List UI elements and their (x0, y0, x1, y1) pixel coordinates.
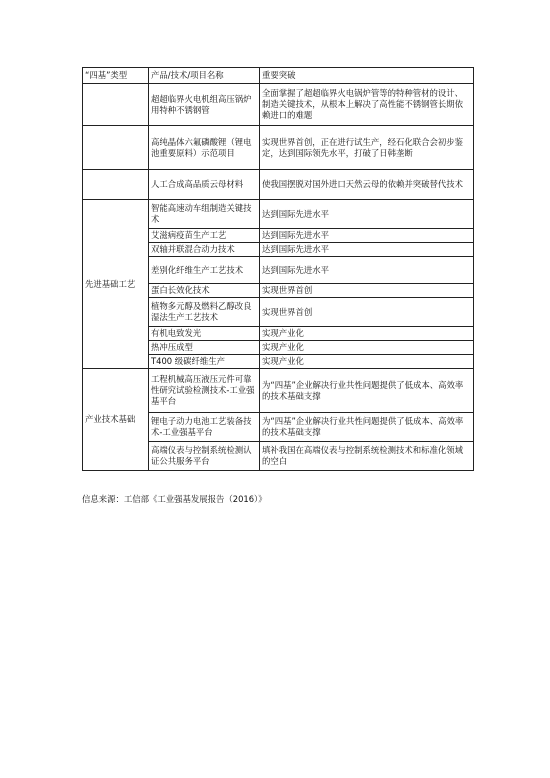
breakthrough-cell: 达到国际先进水平 (260, 243, 474, 257)
name-cell: 双轴并联混合动力技术 (149, 243, 260, 257)
table-header-row (83, 68, 474, 84)
name-cell: 有机电致发光 (149, 327, 260, 341)
category-cell (83, 126, 149, 170)
header-type: “四基”类型 (83, 68, 149, 84)
name-cell: 艾滋病疫苗生产工艺 (149, 229, 260, 243)
name-cell: 差别化纤维生产工艺技术 (149, 257, 260, 284)
name-cell: 工程机械高压液压元件可靠性研究试验检测技术-工业强基平台 (149, 369, 260, 413)
name-cell: 高纯晶体六氟磷酸锂（锂电池重要原料）示范项目 (149, 126, 260, 170)
name-cell: 智能高速动车组制造关键技术 (149, 200, 260, 229)
breakthrough-cell: 为“四基”企业解决行业共性问题提供了低成本、高效率的技术基础支撑 (260, 413, 474, 442)
breakthrough-cell: 全面掌握了超超临界火电锅炉管等的特种管材的设计、制造关键技术，从根本上解决了高性能不锈钢管长期依赖进口的难题 (260, 84, 474, 126)
breakthrough-table (82, 67, 474, 471)
breakthrough-cell: 实现产业化 (260, 341, 474, 355)
breakthrough-cell: 实现产业化 (260, 327, 474, 341)
header-breakthrough: 重要突破 (260, 68, 474, 84)
breakthrough-cell: 达到国际先进水平 (260, 229, 474, 243)
category-cell: 产业技术基础 (83, 369, 149, 471)
name-cell: 植物多元醇及燃料乙醇改良湿法生产工艺技术 (149, 298, 260, 327)
breakthrough-cell: 达到国际先进水平 (260, 200, 474, 229)
name-cell: T400 级碳纤维生产 (149, 355, 260, 369)
table-row (83, 369, 474, 413)
category-cell (83, 84, 149, 126)
breakthrough-cell: 达到国际先进水平 (260, 257, 474, 284)
category-cell: 先进基础工艺 (83, 200, 149, 369)
name-cell: 热冲压成型 (149, 341, 260, 355)
name-cell: 高端仪表与控制系统检测认证公共服务平台 (149, 442, 260, 471)
breakthrough-cell: 为“四基”企业解决行业共性问题提供了低成本、高效率的技术基础支撑 (260, 369, 474, 413)
breakthrough-cell: 实现世界首创 (260, 284, 474, 298)
name-cell: 蛋白长效化技术 (149, 284, 260, 298)
table-row (83, 170, 474, 200)
breakthrough-cell: 实现产业化 (260, 355, 474, 369)
category-cell (83, 170, 149, 200)
header-name: 产品/技术/项目名称 (149, 68, 260, 84)
name-cell: 超超临界火电机组高压锅炉用特种不锈钢管 (149, 84, 260, 126)
breakthrough-cell: 填补我国在高端仪表与控制系统检测技术和标准化领域的空白 (260, 442, 474, 471)
name-cell: 锂电子动力电池工艺装备技术-工业强基平台 (149, 413, 260, 442)
table-row (83, 126, 474, 170)
breakthrough-cell: 使我国摆脱对国外进口天然云母的依赖并突破替代技术 (260, 170, 474, 200)
breakthrough-cell: 实现世界首创 (260, 298, 474, 327)
source-note: 信息来源：工信部《工业强基发展报告（2016）》 (82, 494, 267, 504)
table-row (83, 200, 474, 229)
name-cell: 人工合成高品质云母材料 (149, 170, 260, 200)
breakthrough-cell: 实现世界首创，正在进行试生产，经石化联合会初步鉴定，达到国际领先水平，打破了日韩垄断 (260, 126, 474, 170)
table-row (83, 84, 474, 126)
